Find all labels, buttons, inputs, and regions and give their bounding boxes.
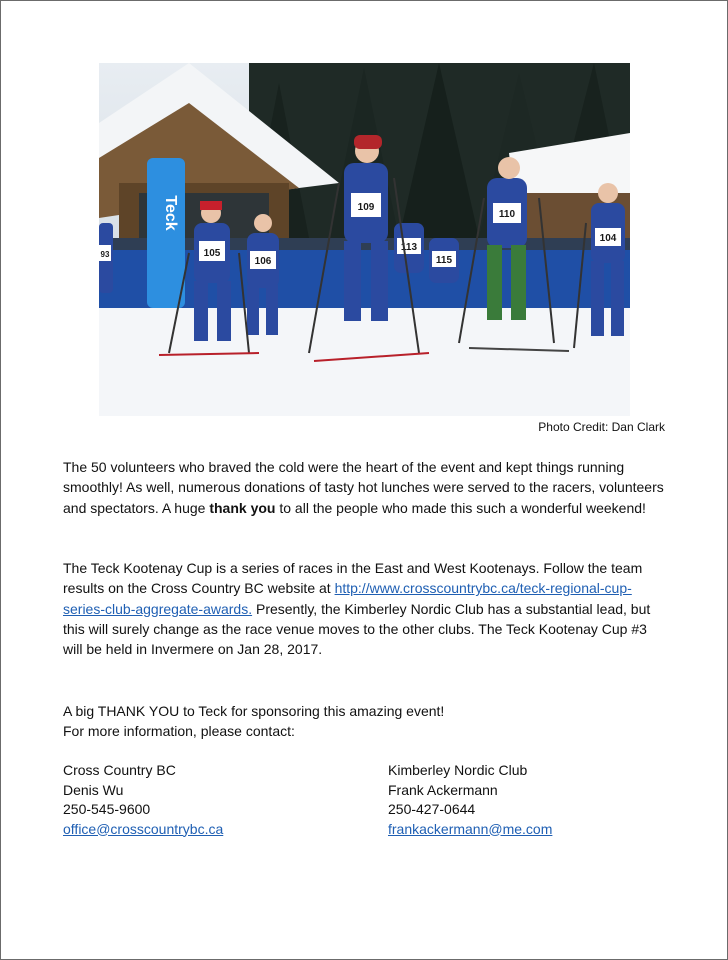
contact-org: Cross Country BC: [63, 762, 176, 778]
paragraph-text: Presently, the Kimberley Nordic Club has a substantial lead, but this will surely change as the race venue moves to the other clubs. The Teck Kootenay Cup #3 will be held in Invermere on Jan 28, 2017.: [63, 600, 651, 658]
bib-105: 105: [203, 248, 221, 259]
photo-credit: Photo Credit: Dan Clark: [538, 420, 665, 434]
bold-thank-you: thank you: [209, 499, 276, 516]
results-link[interactable]: http://www.crosscountrybc.ca/teck-regional-cup-series-club-aggregate-awards.: [63, 580, 632, 617]
paragraph-text: to all the people who made this such a wonderful weekend!: [275, 499, 646, 516]
paragraph-text: The Teck Kootenay Cup is a series of races in the East and West Kootenays. Follow the team results on the Cross Country BC website at: [63, 560, 643, 597]
bib-110: 110: [498, 209, 516, 220]
race-photo: [99, 63, 630, 416]
contact-cross-country-bc: [63, 761, 223, 839]
bib-113: 113: [400, 242, 418, 253]
banner-text: Teck: [162, 195, 179, 231]
contact-name: Frank Ackermann: [388, 781, 498, 798]
thanks-line: A big THANK YOU to Teck for sponsoring this amazing event!: [63, 703, 445, 719]
bib-109: 109: [357, 202, 375, 213]
contact-phone: 250-545-9600: [63, 801, 151, 817]
contact-phone: 250-427-0644: [388, 801, 476, 817]
bib-104: 104: [599, 233, 617, 244]
bib-115: 115: [435, 255, 453, 266]
contact-kimberley-nordic: [388, 761, 552, 839]
contact-email-link[interactable]: office@crosscountrybc.ca: [63, 820, 224, 837]
paragraph-volunteers: [63, 457, 669, 518]
contact-name: Denis Wu: [63, 781, 124, 798]
bib-106: 106: [254, 256, 272, 267]
paragraph-kootenay-cup: [63, 558, 669, 659]
paragraph-thanks: [63, 701, 669, 742]
bib-93: 93: [100, 250, 110, 259]
contact-org: Kimberley Nordic Club: [388, 762, 528, 778]
contact-intro-line: For more information, please contact:: [63, 723, 295, 740]
contact-email-link[interactable]: frankackermann@me.com: [388, 820, 553, 837]
paragraph-text: The 50 volunteers who braved the cold were the heart of the event and kept things running smoothly! As well, numerous donations of tasty hot lunches were served to the racers, volunteers and spectators. A huge: [63, 459, 664, 516]
